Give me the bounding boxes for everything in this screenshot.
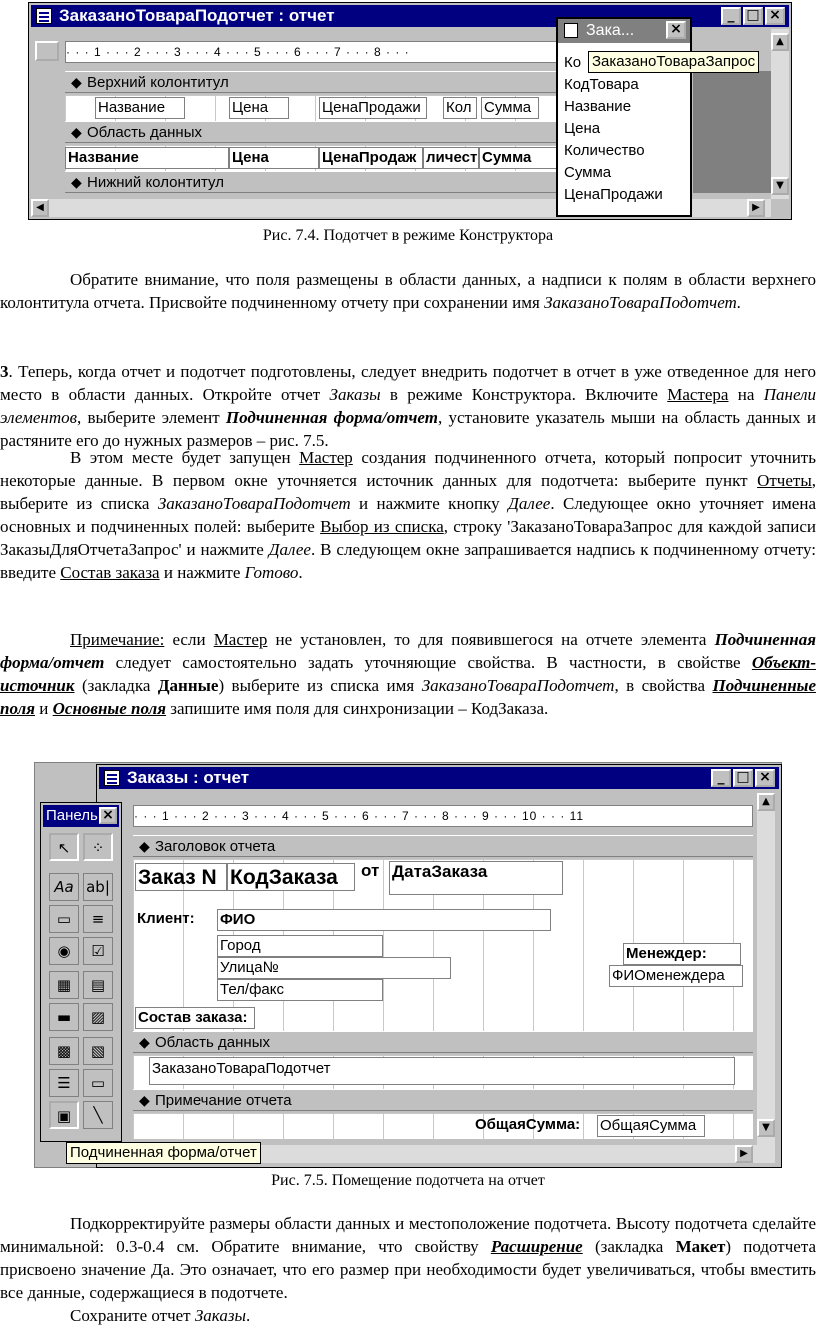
close-button[interactable]: ×: [755, 769, 775, 787]
section-arrow-icon: ◆: [71, 124, 82, 140]
section-report-header-label: Заголовок отчета: [155, 838, 276, 855]
maximize-button[interactable]: □: [743, 7, 763, 25]
p2-bi1: Подчиненная форма/отчет: [225, 408, 438, 427]
p4-u2: Мастер: [213, 630, 268, 649]
p3-t4: и нажмите кнопку: [350, 494, 509, 513]
paragraph-1: [0, 268, 816, 314]
section-detail-label: Область данных: [87, 124, 202, 141]
field-list-icon: [564, 23, 578, 38]
section-report-header[interactable]: [133, 835, 753, 857]
p5-t3: ) подотчета присвоено значение Да. Это означает, что его размер при необходимости будет увеличиваться, чтобы вместить все данные, содержащиеся в подотчете.: [0, 1237, 816, 1302]
section-arrow-icon: ◆: [139, 1092, 150, 1108]
p4-bui1: Объект-источник: [0, 653, 816, 695]
p3-u2: Отчеты: [757, 471, 812, 490]
report-icon: [104, 770, 120, 786]
p4-i1: ЗаказаноТовараПодотчет: [421, 676, 615, 695]
list-tool-icon[interactable]: ▤: [83, 971, 113, 999]
client-label[interactable]: Клиент:: [137, 910, 195, 927]
composition-label[interactable]: Состав заказа:: [135, 1007, 255, 1029]
paragraph-6: [0, 1304, 816, 1327]
p3-i2: Далее: [508, 494, 551, 513]
section-page-header-label: Верхний колонтитул: [87, 74, 229, 91]
vertical-scrollbar[interactable]: [757, 793, 775, 1145]
section-detail[interactable]: [65, 121, 585, 143]
p4-t2: не установлен, то для появившегося на отчете элемента: [267, 630, 715, 649]
subform-tool-icon[interactable]: ▣: [49, 1101, 79, 1129]
fig74-caption: Рис. 7.4. Подотчет в режиме Конструктора: [262, 227, 554, 244]
label-sum[interactable]: Сумма: [481, 97, 539, 119]
order-date-field[interactable]: ДатаЗаказа: [389, 861, 563, 895]
horizontal-ruler: · · · 1 · · · 2 · · · 3 · · · 4 · · · 5 · · · 6 · · · 7 · · · 8 · · ·: [65, 41, 585, 63]
fig74-window-title: ЗаказаноТовараПодотчет : отчет: [59, 6, 335, 25]
option-group-tool-icon[interactable]: ▭: [49, 905, 79, 933]
button-tool-icon[interactable]: ▬: [49, 1003, 79, 1031]
order-id-field[interactable]: КодЗаказа: [227, 863, 355, 891]
paragraph-5: [0, 1212, 816, 1304]
toggle-tool-icon[interactable]: ≡: [83, 905, 113, 933]
section-page-header[interactable]: [65, 71, 585, 93]
p3-t3: , выберите из списка: [0, 471, 816, 513]
p2-u1: Мастера: [667, 385, 729, 404]
detail-area: [133, 1055, 753, 1089]
p6-t1: Сохраните отчет: [70, 1306, 195, 1325]
total-field[interactable]: ОбщаяСумма: [597, 1115, 705, 1137]
detail-area: [65, 145, 585, 171]
p2-t5: , установите указатель мыши на область данных и растяните его до нужных размеров – рис. 7.5.: [0, 408, 816, 450]
field-list-item[interactable]: Ко: [564, 54, 582, 71]
field-list-close-button[interactable]: ×: [666, 21, 686, 39]
label-tool-icon[interactable]: Aa: [49, 873, 79, 901]
line-tool-icon[interactable]: ╲: [83, 1101, 113, 1129]
select-tool-icon[interactable]: ↖: [49, 833, 79, 861]
p4-t4: (закладка: [74, 676, 158, 695]
section-report-footer[interactable]: [133, 1089, 753, 1111]
p3-u3: Выбор из списка: [320, 517, 444, 536]
combo-tool-icon[interactable]: ▦: [49, 971, 79, 999]
p3-t2: создания подчиненного отчета, который попросит уточнить некоторые данные. В первом окне уточняется источник данных для подотчета: выберите пункт: [0, 448, 816, 490]
p4-t6: , в свойства: [614, 676, 713, 695]
report-icon: [36, 8, 52, 24]
section-page-footer[interactable]: [65, 171, 585, 193]
section-detail-label: Область данных: [155, 1034, 270, 1051]
p2-t3: на: [728, 385, 764, 404]
toolbox-close-button[interactable]: ×: [99, 807, 117, 824]
p5-b1: Макет: [675, 1237, 726, 1256]
fig75-caption: Рис. 7.5. Помещение подотчета на отчет: [271, 1172, 545, 1189]
field-list-titlebar: [558, 19, 690, 43]
p2-i1: Заказы: [329, 385, 381, 404]
horizontal-ruler: · · · 1 · · · 2 · · · 3 · · · 4 · · · 5 · · · 6 · · · 7 · · · 8 · · · 9 · · · 10 · · · 11: [133, 805, 753, 827]
minimize-button[interactable]: _: [721, 7, 741, 25]
p3-u4: Состав заказа: [60, 563, 160, 582]
p4-b1: Данные: [157, 676, 219, 695]
p4-t5: ) выберите из списка имя: [218, 676, 422, 695]
p5-bui1: Расширение: [490, 1237, 583, 1256]
city-field[interactable]: Город: [217, 935, 383, 957]
scroll-down-button[interactable]: ▼: [757, 1119, 775, 1137]
paragraph-2: [0, 360, 816, 452]
p3-t6: , строку 'ЗаказаноТовараЗапрос для каждой записи ЗаказыДляОтчетаЗапрос' и нажмите: [0, 517, 816, 559]
maximize-button[interactable]: □: [733, 769, 753, 787]
p3-t5: . Следующее окно уточняет имена основных и подчиненных полей: выберите: [0, 494, 816, 536]
toolbox-window: [40, 802, 122, 1142]
fig75-window: [96, 764, 782, 1168]
scroll-down-button[interactable]: ▼: [771, 177, 789, 195]
scroll-right-button[interactable]: ▶: [747, 199, 765, 217]
manager-field[interactable]: ФИОменеждера: [609, 965, 743, 987]
report-header-area: [133, 859, 753, 1031]
section-arrow-icon: ◆: [71, 174, 82, 190]
label-name[interactable]: Название: [95, 97, 185, 119]
field-list-item[interactable]: Цена: [564, 120, 601, 137]
radio-tool-icon[interactable]: ◉: [49, 937, 79, 965]
p6-i1: Заказы: [194, 1306, 246, 1325]
p4-t7: и: [35, 699, 53, 718]
field-name[interactable]: Название: [65, 147, 229, 169]
total-label[interactable]: ОбщаяСумма:: [475, 1116, 581, 1133]
manager-label[interactable]: Менеждер:: [623, 943, 741, 965]
section-arrow-icon: ◆: [139, 838, 150, 854]
order-label[interactable]: Заказ N: [135, 863, 227, 891]
scroll-right-button[interactable]: ▶: [735, 1145, 753, 1163]
page-break-tool-icon[interactable]: ☰: [49, 1069, 79, 1097]
field-list-item[interactable]: ЦенаПродажи: [564, 186, 663, 203]
field-list-item[interactable]: КодТовара: [564, 76, 639, 93]
p3-t9: .: [298, 563, 303, 582]
p4-t1: если: [164, 630, 214, 649]
textbox-tool-icon[interactable]: ab|: [83, 873, 113, 901]
report-footer-area: [133, 1113, 753, 1139]
section-page-footer-label: Нижний колонтитул: [87, 174, 224, 191]
field-price[interactable]: Цена: [229, 147, 319, 169]
field-sum[interactable]: Сумма: [479, 147, 579, 169]
subform-tooltip: Подчиненная форма/отчет: [66, 1142, 261, 1164]
field-list-item[interactable]: Название: [564, 98, 632, 115]
p2-t2: в режиме Конструктора. Включите: [380, 385, 668, 404]
street-field[interactable]: Улица№: [217, 957, 451, 979]
section-arrow-icon: ◆: [71, 74, 82, 90]
p2-num: 3: [0, 362, 9, 381]
field-saleprice[interactable]: ЦенаПродаж: [319, 147, 423, 169]
bound-frame-tool-icon[interactable]: ▧: [83, 1037, 113, 1065]
toolbox-title: Панель: [46, 807, 98, 824]
toolbox-titlebar: [43, 805, 119, 827]
p5-t1: Подкорректируйте размеры области данных и местоположение подотчета. Высоту подотчета сделайте минимальной: 0.3-0.4 см. Обратите внимание, что свойству: [0, 1214, 816, 1256]
minimize-button[interactable]: _: [711, 769, 731, 787]
section-report-footer-label: Примечание отчета: [155, 1092, 292, 1109]
from-label[interactable]: от: [361, 861, 380, 880]
p4-t3: следует самостоятельно задать уточняющие свойства. В частности, в свойстве: [104, 653, 752, 672]
label-saleprice[interactable]: ЦенаПродажи: [319, 97, 427, 119]
label-qty[interactable]: Кол: [443, 97, 477, 119]
p4-bui2: Подчиненные поля: [0, 676, 816, 718]
scroll-up-button[interactable]: ▲: [771, 33, 789, 51]
paragraph-3: [0, 446, 816, 584]
p4-bi1: Подчиненная форма/отчет: [0, 630, 816, 672]
scroll-up-button[interactable]: ▲: [757, 793, 775, 811]
unbound-frame-tool-icon[interactable]: ▩: [49, 1037, 79, 1065]
p2-t1: . Теперь, когда отчет и подотчет подготовлены, следует внедрить подотчет в отчет в уже отведенное для него место в области данных. Откройте отчет: [0, 362, 816, 404]
report-right-area: [693, 71, 771, 193]
section-detail[interactable]: [133, 1031, 753, 1053]
close-button[interactable]: ×: [765, 7, 785, 25]
p5-t2: (закладка: [582, 1237, 676, 1256]
page-header-area: [65, 95, 585, 121]
field-list-tooltip: ЗаказаноТовараЗапрос: [588, 51, 759, 73]
field-list-item[interactable]: Количество: [564, 142, 645, 159]
p6-t2: .: [245, 1306, 251, 1325]
tab-tool-icon[interactable]: ▭: [83, 1069, 113, 1097]
p3-u1: Мастер: [299, 448, 353, 467]
p3-i3: Далее: [268, 540, 311, 559]
paragraph-4: [0, 628, 816, 720]
p3-t7: . В следующем окне запрашивается надпись к подчиненному отчету: введите: [0, 540, 816, 582]
p3-t8: и нажмите: [159, 563, 245, 582]
p3-t1: В этом месте будет запущен: [70, 448, 300, 467]
subreport-control[interactable]: ЗаказаноТовараПодотчет: [149, 1057, 735, 1085]
p3-i1: ЗаказаноТовараПодотчет: [157, 494, 351, 513]
scroll-left-button[interactable]: ◀: [31, 199, 49, 217]
p2-t4: , выберите элемент: [77, 408, 226, 427]
fig75-window-title: Заказы : отчет: [127, 768, 250, 787]
p1-italic: ЗаказаноТовараПодотчет.: [544, 293, 742, 312]
fio-field[interactable]: ФИО: [217, 909, 551, 931]
checkbox-tool-icon[interactable]: ☑: [83, 937, 113, 965]
p4-t8: запишите имя поля для синхронизации – КодЗаказа.: [166, 699, 549, 718]
wizard-tool-icon[interactable]: ⁘: [83, 833, 113, 861]
label-price[interactable]: Цена: [229, 97, 289, 119]
p1-text: Обратите внимание, что поля размещены в области данных, а надписи к полям в области верхнего колонтитула отчета. Присвойте подчиненному отчету при сохранении имя: [0, 270, 816, 312]
phone-field[interactable]: Тел/факс: [217, 979, 383, 1001]
section-arrow-icon: ◆: [139, 1034, 150, 1050]
p3-i4: Готово: [244, 563, 299, 582]
p4-bui3: Основные поля: [52, 699, 167, 718]
field-qty[interactable]: личест: [423, 147, 479, 169]
p4-u1: Примечание:: [70, 630, 165, 649]
fig75-titlebar: [99, 767, 779, 789]
p2-i2: Панели элементов: [0, 385, 816, 427]
field-list-item[interactable]: Сумма: [564, 164, 612, 181]
ruler-corner: [35, 41, 59, 61]
field-list-window: [556, 17, 692, 217]
field-list-title: Зака...: [586, 22, 635, 39]
vertical-scrollbar[interactable]: [771, 29, 789, 199]
image-tool-icon[interactable]: ▨: [83, 1003, 113, 1031]
